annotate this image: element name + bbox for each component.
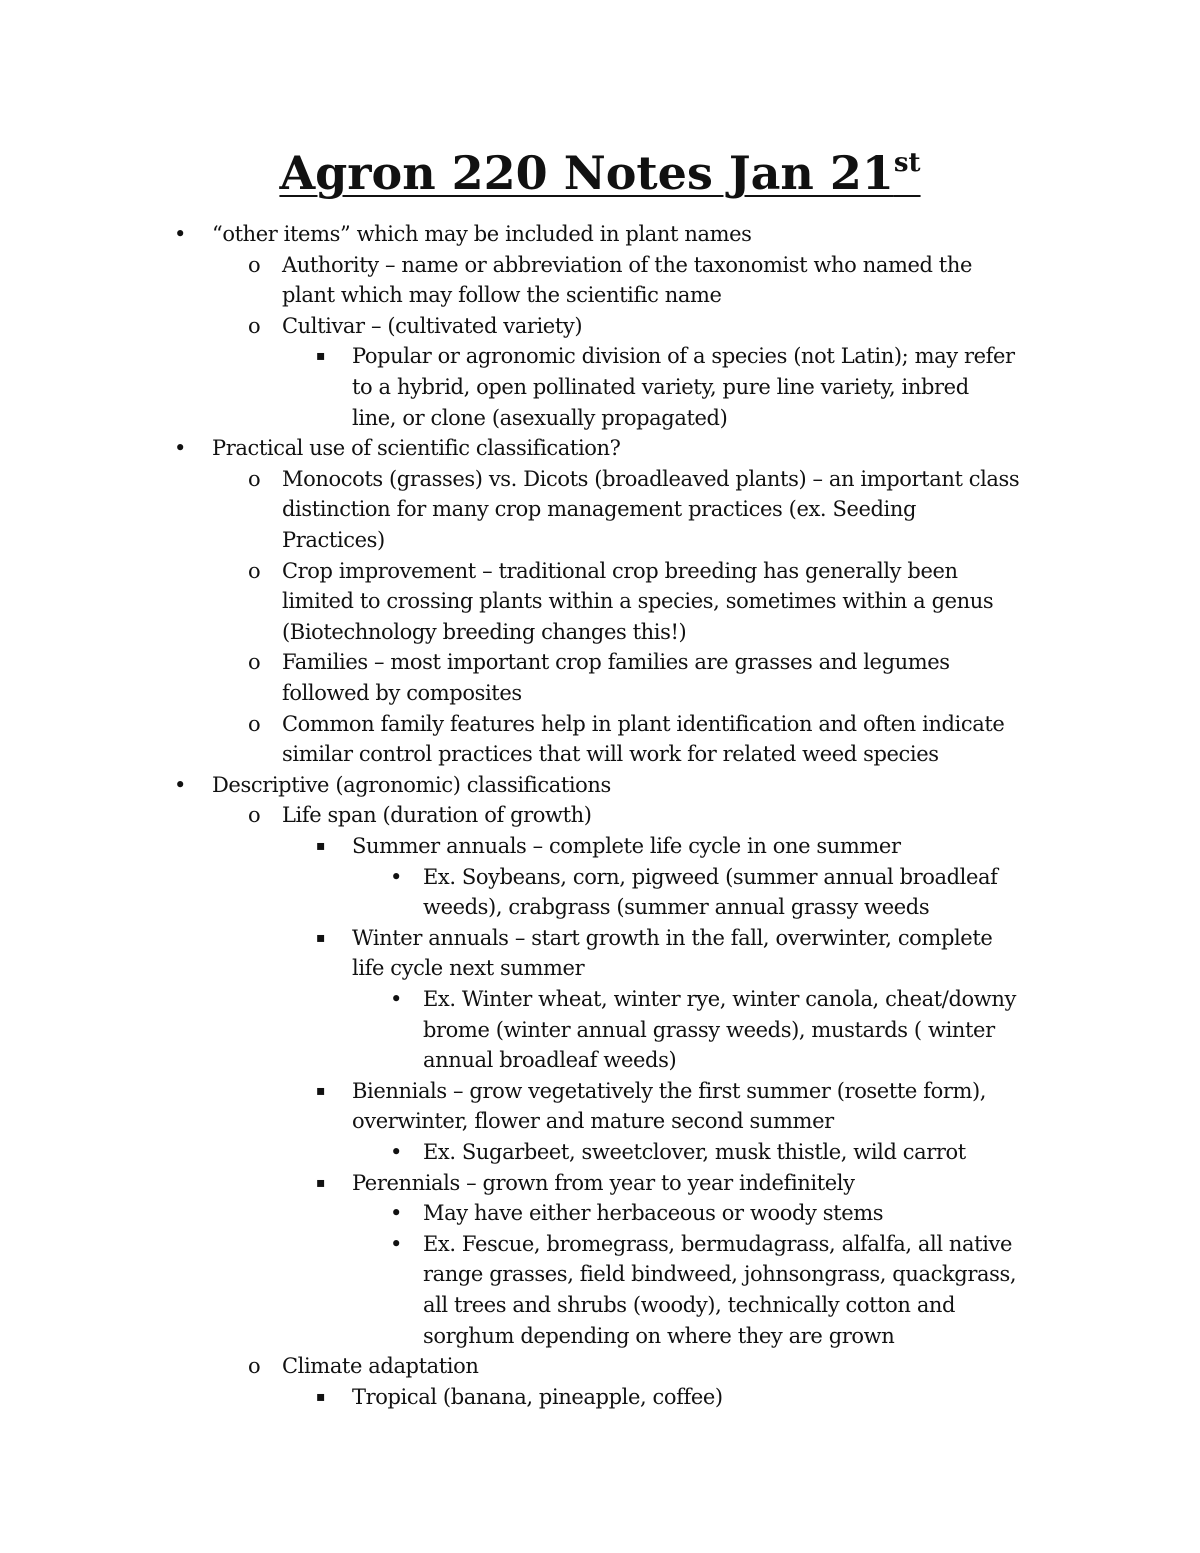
outline-item: May have either herbaceous or woody stems (423, 1201, 884, 1226)
bullet-marker: • (390, 1140, 403, 1164)
outline-item: Families – most important crop families are grasses and legumes (282, 650, 950, 675)
outline-item: Monocots (grasses) vs. Dicots (broadleaved plants) – an important class (282, 466, 1020, 491)
outline-item: Summer annuals – complete life cycle in one summer (352, 834, 901, 858)
outline-item-continuation: overwinter, flower and mature second summer (352, 1109, 834, 1134)
outline-item: Common family features help in plant identification and often indicate (282, 711, 1005, 736)
outline-item-continuation: annual broadleaf weeds) (423, 1048, 677, 1073)
outline-item-continuation: distinction for many crop management practices (ex. Seeding (282, 497, 917, 522)
outline-item: Ex. Soybeans, corn, pigweed (summer annual broadleaf (423, 864, 998, 889)
outline-item: Ex. Sugarbeet, sweetclover, musk thistle, wild carrot (423, 1140, 966, 1164)
outline-item-continuation: brome (winter annual grassy weeds), mustards ( winter (423, 1017, 995, 1042)
bullet-marker: o (248, 650, 261, 675)
bullet-marker: • (390, 1201, 403, 1226)
outline-item-continuation: range grasses, field bindweed, johnsongrass, quackgrass, (423, 1262, 1017, 1287)
bullet-marker: ▪ (316, 1174, 326, 1191)
bullet-marker: ▪ (316, 1388, 326, 1405)
bullet-marker: o (248, 711, 261, 736)
bullet-marker: o (248, 466, 261, 491)
bullet-marker: • (390, 1231, 403, 1256)
outline-item: Life span (duration of growth) (282, 803, 592, 828)
outline-item-continuation: followed by composites (282, 681, 522, 705)
bullet-marker: o (248, 313, 261, 338)
outline-item: Tropical (banana, pineapple, coffee) (352, 1384, 723, 1409)
outline-item-continuation: limited to crossing plants within a species, sometimes within a genus (282, 589, 994, 614)
outline-item: Winter annuals – start growth in the fall, overwinter, complete (352, 925, 993, 950)
outline-item: Practical use of scientific classification? (212, 436, 621, 461)
outline-item-continuation: to a hybrid, open pollinated variety, pure line variety, inbred (352, 375, 969, 399)
title-text: Agron 220 Notes Jan 21 (279, 146, 894, 200)
outline-item-continuation: similar control practices that will work for related weed species (282, 742, 939, 767)
bullet-marker: o (248, 558, 261, 583)
outline-item-continuation: life cycle next summer (352, 956, 585, 981)
outline-item-continuation: (Biotechnology breeding changes this!) (282, 619, 687, 644)
bullet-marker: • (174, 436, 187, 461)
bullet-marker: • (174, 772, 187, 797)
bullet-marker: o (248, 803, 261, 828)
outline-item: Descriptive (agronomic) classifications (212, 772, 611, 797)
page-title (0, 143, 1200, 203)
outline-item-continuation: Practices) (282, 528, 385, 552)
outline-item: Climate adaptation (282, 1354, 479, 1379)
title-superscript: st (893, 148, 921, 178)
bullet-marker: • (390, 864, 403, 889)
outline-item: Biennials – grow vegetatively the first summer (rosette form), (352, 1078, 987, 1103)
bullet-marker: ▪ (316, 1082, 326, 1099)
bullet-marker: ▪ (316, 929, 326, 946)
outline-item: Ex. Winter wheat, winter rye, winter canola, cheat/downy (423, 987, 1016, 1011)
outline-item: “other items” which may be included in plant names (212, 222, 752, 246)
outline-item: Ex. Fescue, bromegrass, bermudagrass, alfalfa, all native (423, 1231, 1013, 1256)
outline-item-continuation: weeds), crabgrass (summer annual grassy weeds (423, 895, 930, 920)
bullet-marker: ▪ (316, 348, 326, 365)
outline-item-continuation: plant which may follow the scientific name (282, 283, 722, 308)
outline-item: Perennials – grown from year to year indefinitely (352, 1170, 855, 1195)
outline-item: Cultivar – (cultivated variety) (282, 313, 583, 338)
bullet-marker: ▪ (316, 838, 326, 854)
outline-item-continuation: all trees and shrubs (woody), technically cotton and (423, 1293, 956, 1317)
bullet-marker: • (390, 987, 403, 1011)
bullet-marker: o (248, 1354, 261, 1379)
outline-item: Crop improvement – traditional crop breeding has generally been (282, 558, 958, 583)
outline-item: Popular or agronomic division of a species (not Latin); may refer (352, 344, 1015, 369)
bullet-marker: o (248, 252, 261, 277)
outline-item-continuation: sorghum depending on where they are grown (423, 1323, 895, 1348)
outline-item: Authority – name or abbreviation of the taxonomist who named the (282, 252, 972, 277)
bullet-marker: • (174, 222, 187, 246)
outline-item-continuation: line, or clone (asexually propagated) (352, 405, 728, 430)
